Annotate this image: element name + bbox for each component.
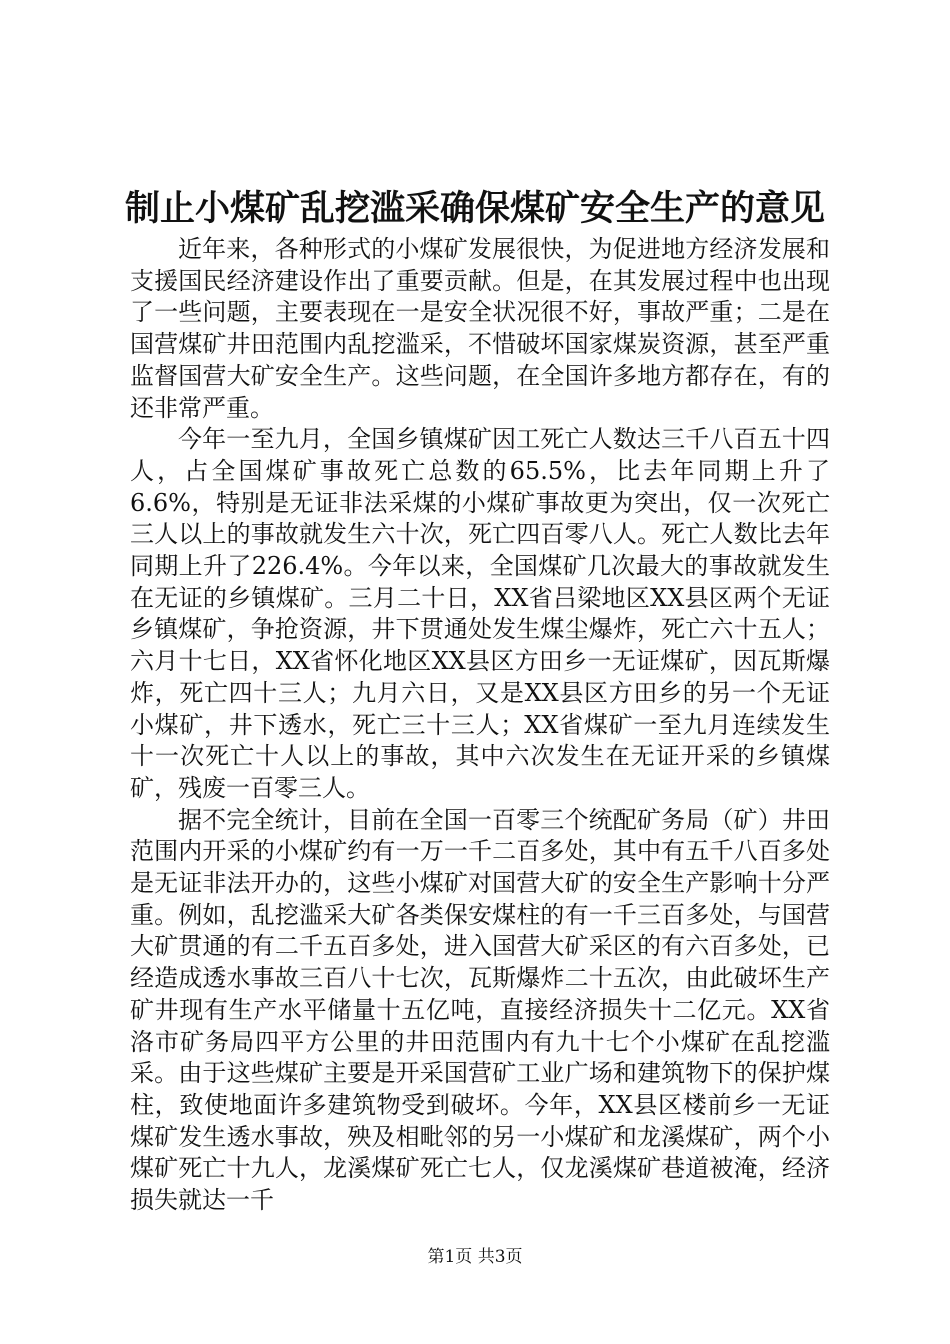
paragraph-3: 据不完全统计，目前在全国一百零三个统配矿务局（矿）井田范围内开采的小煤矿约有一万一千二百多处，其中有五千八百多处是无证非法开办的，这些小煤矿对国营大矿的安全生产影响十分严重。例如，乱挖滥采大矿各类保安煤柱的有一千三百多处，与国营大矿贯通的有二千五百多处，进入国营大矿采区的有六百多处，已经造成透水事故三百八十七次，瓦斯爆炸二十五次，由此破坏生产矿井现有生产水平储量十五亿吨，直接经济损失十二亿元。XX省洛市矿务局四平方公里的井田范围内有九十七个小煤矿在乱挖滥采。由于这些煤矿主要是开采国营矿工业广场和建筑物下的保护煤柱，致使地面许多建筑物受到破坏。今年，XX县区楼前乡一无证煤矿发生透水事故，殃及相毗邻的另一小煤矿和龙溪煤矿，两个小煤矿死亡十九人，龙溪煤矿死亡七人，仅龙溪煤矿巷道被淹，经济损失就达一千 (130, 805, 830, 1215)
paragraph-2: 今年一至九月，全国乡镇煤矿因工死亡人数达三千八百五十四人，占全国煤矿事故死亡总数的65.5%，比去年同期上升了6.6%，特别是无证非法采煤的小煤矿事故更为突出，仅一次死亡三人以上的事故就发生六十次，死亡四百零八人。死亡人数比去年同期上升了226.4%。今年以来，全国煤矿几次最大的事故就发生在无证的乡镇煤矿。三月二十日，XX省吕梁地区XX县区两个无证乡镇煤矿，争抢资源，井下贯通处发生煤尘爆炸，死亡六十五人；六月十七日，XX省怀化地区XX县区方田乡一无证煤矿，因瓦斯爆炸，死亡四十三人；九月六日，又是XX县区方田乡的另一个无证小煤矿，井下透水，死亡三十三人；XX省煤矿一至九月连续发生十一次死亡十人以上的事故，其中六次发生在无证开采的乡镇煤矿，残废一百零三人。 (130, 425, 830, 802)
paragraph-1: 近年来，各种形式的小煤矿发展很快，为促进地方经济发展和支援国民经济建设作出了重要贡献。但是，在其发展过程中也出现了一些问题，主要表现在一是安全状况很不好，事故严重；二是在国营煤矿井田范围内乱挖滥采，不惜破坏国家煤炭资源，甚至严重监督国营大矿安全生产。这些问题，在全国许多地方都存在，有的还非常严重。 (130, 235, 830, 422)
page-number: 第1页 共3页 (427, 1247, 523, 1267)
document-title: 制止小煤矿乱挖滥采确保煤矿安全生产的意见 (124, 188, 825, 229)
document-body (130, 234, 830, 1217)
page-footer (0, 1245, 950, 1269)
